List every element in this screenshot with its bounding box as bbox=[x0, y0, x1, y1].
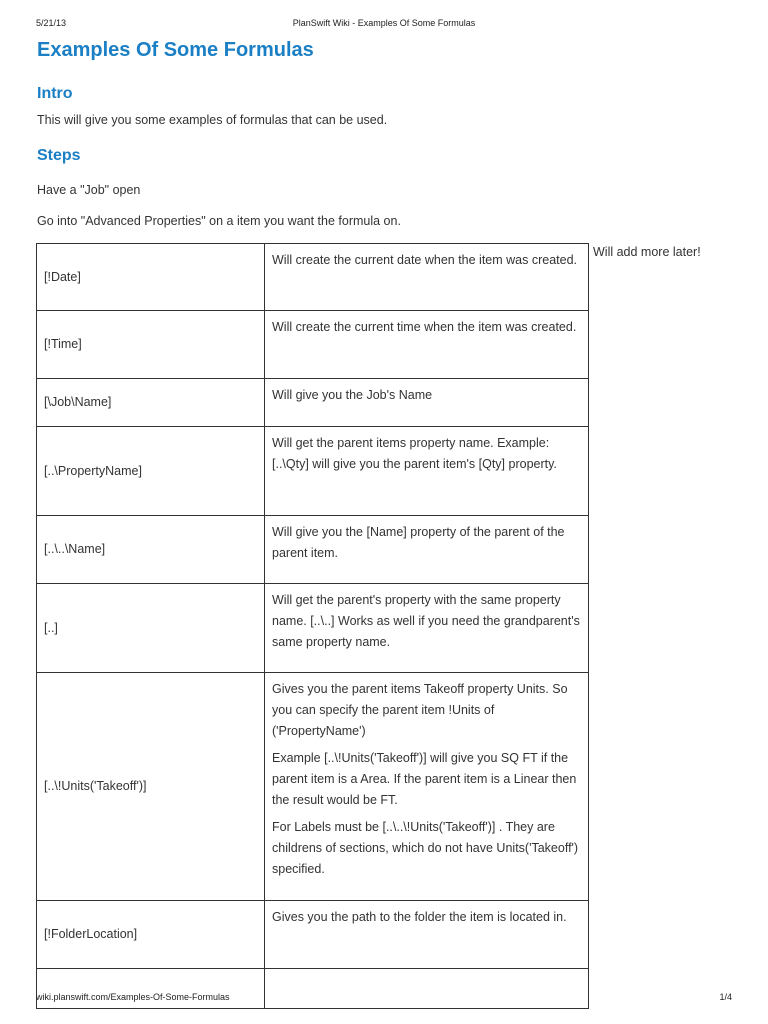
table-row bbox=[37, 901, 589, 969]
formula-cell: [..\!Units('Takeoff')] bbox=[37, 673, 265, 901]
description-text: Example [..\!Units('Takeoff')] will give you SQ FT if the parent item is a Area. If the parent item is a Linear then the result would be FT. bbox=[272, 751, 577, 807]
step-2-text: Go into "Advanced Properties" on a item you want the formula on. bbox=[37, 214, 401, 228]
formula-cell: [\Job\Name] bbox=[37, 379, 265, 427]
description-cell bbox=[265, 379, 589, 427]
table-row bbox=[37, 516, 589, 584]
formula-cell: [..\PropertyName] bbox=[37, 427, 265, 516]
page-number: 1/4 bbox=[719, 992, 732, 1002]
formula-cell: [..] bbox=[37, 584, 265, 673]
description-text: Will give you the [Name] property of the parent of the parent item. bbox=[272, 525, 565, 560]
print-header bbox=[36, 18, 732, 32]
description-cell bbox=[265, 244, 589, 311]
description-text: Gives you the path to the folder the item is located in. bbox=[272, 910, 567, 924]
intro-heading: Intro bbox=[37, 85, 73, 102]
print-date: 5/21/13 bbox=[36, 18, 67, 28]
table-row bbox=[37, 379, 589, 427]
description-cell bbox=[265, 584, 589, 673]
steps-heading: Steps bbox=[37, 147, 81, 164]
description-text: Gives you the parent items Takeoff property Units. So you can specify the parent item !Units of ('PropertyName') bbox=[272, 682, 568, 738]
description-cell bbox=[265, 901, 589, 969]
description-text: Will get the parent's property with the same property name. [..\..] Works as well if you need the grandparent's same property name. bbox=[272, 593, 580, 649]
table-row bbox=[37, 427, 589, 516]
formula-cell: [!FolderLocation] bbox=[37, 901, 265, 969]
side-note: Will add more later! bbox=[593, 245, 701, 259]
table-row bbox=[37, 673, 589, 901]
description-cell bbox=[265, 427, 589, 516]
description-text: Will get the parent items property name. Example: [..\Qty] will give you the parent item's [Qty] property. bbox=[272, 436, 557, 471]
intro-text: This will give you some examples of formulas that can be used. bbox=[37, 113, 388, 127]
table-row bbox=[37, 311, 589, 379]
table-row bbox=[37, 584, 589, 673]
print-title: PlanSwift Wiki - Examples Of Some Formulas bbox=[292, 18, 476, 28]
description-text: For Labels must be [..\..\!Units('Takeoff')] . They are childrens of sections, which do not have Units('Takeoff') specified. bbox=[272, 820, 579, 876]
page-title: Examples Of Some Formulas bbox=[37, 39, 314, 61]
description-cell bbox=[265, 673, 589, 901]
print-footer bbox=[36, 992, 732, 1006]
description-text: Will create the current time when the item was created. bbox=[272, 320, 577, 334]
formula-cell: [..\..\Name] bbox=[37, 516, 265, 584]
table-row bbox=[37, 244, 589, 311]
description-text: Will give you the Job's Name bbox=[272, 388, 433, 402]
description-text: Will create the current date when the item was created. bbox=[272, 253, 578, 267]
formula-cell: [!Date] bbox=[37, 244, 265, 311]
step-1-text: Have a "Job" open bbox=[37, 183, 141, 197]
formula-cell: [!Time] bbox=[37, 311, 265, 379]
description-cell bbox=[265, 516, 589, 584]
description-cell bbox=[265, 311, 589, 379]
print-url: wiki.planswift.com/Examples-Of-Some-Formulas bbox=[36, 992, 230, 1002]
formulas-table bbox=[36, 243, 589, 1009]
